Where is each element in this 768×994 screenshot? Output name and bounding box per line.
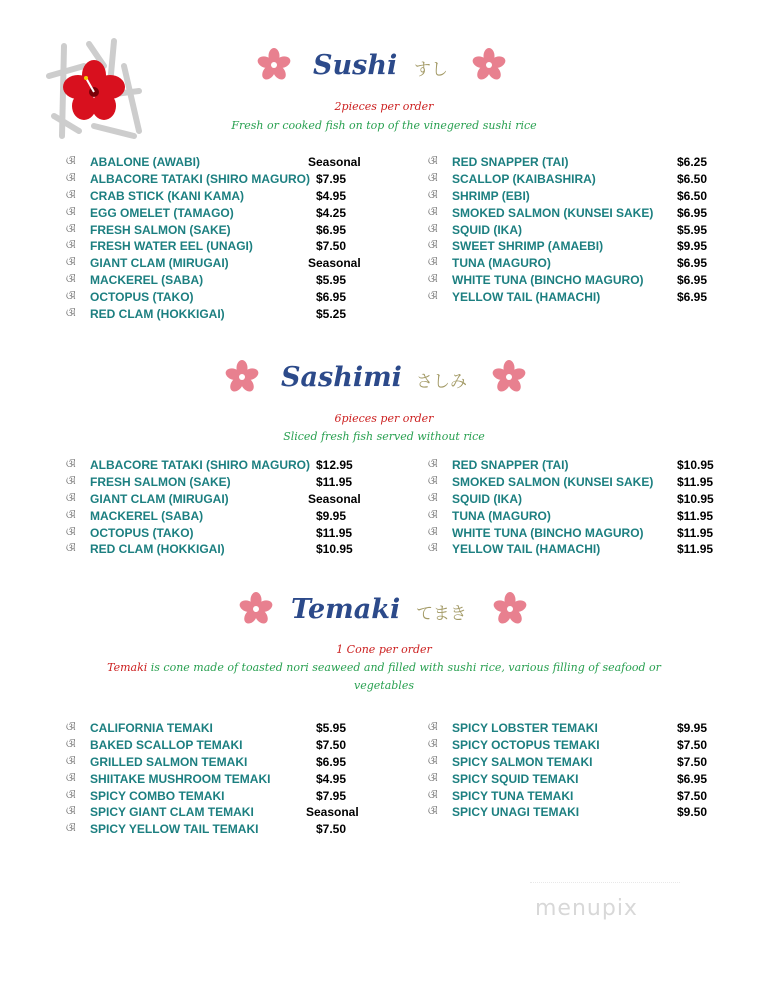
cherry-blossom-icon	[239, 592, 273, 626]
cherry-blossom-icon	[492, 360, 526, 394]
bullet-icon: ଔ	[428, 509, 438, 521]
bullet-icon: ଔ	[428, 806, 438, 818]
item-name: OCTOPUS (TAKO)	[90, 290, 194, 305]
menu-item	[66, 771, 366, 788]
item-price: $5.95	[316, 721, 347, 735]
menu-item	[428, 205, 718, 222]
item-name: SMOKED SALMON (KUNSEI SAKE)	[452, 474, 654, 489]
temaki-header	[0, 592, 768, 632]
bullet-icon: ଔ	[66, 291, 76, 303]
menu-item	[66, 188, 366, 205]
item-price: $6.95	[677, 205, 708, 220]
temaki-per-order: 1 Cone per order	[336, 643, 432, 656]
bullet-icon: ଔ	[428, 459, 438, 470]
bullet-icon: ଔ	[66, 772, 76, 784]
menu-item	[66, 754, 366, 771]
item-name: OCTOPUS (TAKO)	[90, 525, 194, 540]
sashimi-per-order: 6pieces per order	[334, 412, 434, 425]
bullet-icon: ଔ	[428, 291, 438, 303]
menu-item	[428, 289, 718, 306]
item-price: $11.95	[677, 474, 714, 489]
sashimi-description: Sliced fresh fish served without rice	[283, 430, 485, 443]
item-price: $6.95	[316, 754, 347, 769]
item-price: $6.25	[677, 155, 708, 169]
menu-item	[66, 205, 366, 222]
menu-item	[428, 720, 718, 737]
bullet-icon: ଔ	[66, 274, 76, 286]
bullet-icon: ଔ	[428, 755, 438, 767]
bullet-icon: ଔ	[428, 274, 438, 286]
item-price: $6.95	[316, 290, 347, 305]
item-price: $4.95	[316, 188, 347, 203]
item-name: RED CLAM (HOKKIGAI)	[90, 542, 225, 557]
temaki-list-left	[66, 720, 366, 838]
bullet-icon: ଔ	[66, 755, 76, 767]
item-price: $10.95	[316, 542, 353, 557]
sushi-kana: すし	[414, 60, 448, 80]
item-price: $7.50	[677, 788, 708, 803]
menu-item	[428, 737, 718, 754]
item-name: RED SNAPPER (TAI)	[452, 458, 569, 472]
item-price: $9.50	[677, 805, 708, 820]
bullet-icon: ଔ	[428, 772, 438, 784]
temaki-kana: てまき	[416, 604, 467, 624]
bullet-icon: ଔ	[66, 475, 76, 487]
sushi-header	[0, 48, 768, 88]
menu-item	[428, 255, 718, 272]
menu-item	[66, 457, 366, 474]
item-name: BAKED SCALLOP TEMAKI	[90, 737, 243, 752]
menu-item	[66, 788, 366, 805]
item-price: $9.95	[316, 508, 347, 523]
bullet-icon: ଔ	[428, 475, 438, 487]
item-price: $9.95	[677, 239, 708, 254]
bullet-icon: ଔ	[66, 526, 76, 538]
sushi-list-left	[66, 154, 366, 323]
sashimi-header	[0, 360, 768, 400]
item-price: $5.95	[316, 273, 347, 288]
item-price: Seasonal	[308, 155, 361, 169]
menu-item	[66, 255, 366, 272]
item-name: FRESH SALMON (SAKE)	[90, 474, 231, 489]
item-price: $11.95	[316, 474, 353, 489]
item-price: $7.50	[677, 754, 708, 769]
item-name: SWEET SHRIMP (AMAEBI)	[452, 239, 604, 254]
bullet-icon: ଔ	[428, 156, 438, 167]
bullet-icon: ଔ	[66, 156, 76, 167]
item-name: SHRIMP (EBI)	[452, 188, 530, 203]
item-price: $6.95	[677, 771, 708, 786]
item-price: $9.95	[677, 721, 708, 735]
menu-item	[66, 491, 366, 508]
temaki-description: Temaki is cone made of toasted nori seaweed and filled with sushi rice, various filling of seafood or	[107, 661, 661, 674]
item-name: TUNA (MAGURO)	[452, 256, 551, 271]
sushi-title: Sushi	[313, 50, 398, 81]
item-name: MACKEREL (SABA)	[90, 273, 204, 288]
item-price: $12.95	[316, 458, 353, 472]
bullet-icon: ଔ	[428, 738, 438, 750]
bullet-icon: ଔ	[66, 806, 76, 818]
item-price: $6.50	[677, 188, 708, 203]
item-price: $7.50	[316, 737, 347, 752]
item-name: SPICY GIANT CLAM TEMAKI	[90, 805, 254, 820]
menu-item	[66, 804, 366, 821]
item-price: $11.95	[677, 508, 714, 523]
menu-item	[428, 525, 718, 542]
bullet-icon: ଔ	[66, 459, 76, 470]
menu-item	[428, 491, 718, 508]
menu-item	[66, 154, 366, 171]
cherry-blossom-icon	[257, 48, 291, 82]
watermark-dots	[530, 882, 680, 891]
bullet-icon: ଔ	[66, 722, 76, 733]
item-name: SPICY COMBO TEMAKI	[90, 788, 225, 803]
item-name: SCALLOP (KAIBASHIRA)	[452, 171, 596, 186]
bullet-icon: ଔ	[428, 789, 438, 801]
bullet-icon: ଔ	[66, 823, 76, 835]
bullet-icon: ଔ	[428, 492, 438, 504]
item-price: Seasonal	[306, 805, 359, 820]
item-name: ALBACORE TATAKI (SHIRO MAGURO)	[90, 458, 310, 472]
item-name: SQUID (IKA)	[452, 491, 522, 506]
menu-item	[66, 238, 366, 255]
item-name: SPICY SALMON TEMAKI	[452, 754, 593, 769]
bullet-icon: ଔ	[66, 206, 76, 218]
bullet-icon: ଔ	[428, 189, 438, 201]
item-name: ALBACORE TATAKI (SHIRO MAGURO)	[90, 171, 310, 186]
sushi-list-right	[428, 154, 718, 306]
item-price: $6.95	[677, 290, 708, 305]
watermark: menupix	[535, 896, 638, 921]
item-name: SPICY TUNA TEMAKI	[452, 788, 574, 803]
menu-item	[66, 737, 366, 754]
bullet-icon: ଔ	[428, 543, 438, 555]
menu-item	[428, 188, 718, 205]
item-price: $11.95	[677, 525, 714, 540]
bullet-icon: ଔ	[428, 172, 438, 184]
item-price: $4.25	[316, 205, 347, 220]
item-price: $7.95	[316, 171, 347, 186]
bullet-icon: ଔ	[66, 189, 76, 201]
temaki-description-highlight: Temaki	[107, 661, 148, 674]
menu-item	[428, 788, 718, 805]
sashimi-title: Sashimi	[281, 362, 402, 393]
menu-item	[428, 804, 718, 821]
item-name: CRAB STICK (KANI KAMA)	[90, 188, 244, 203]
bullet-icon: ଔ	[66, 789, 76, 801]
cherry-blossom-icon	[225, 360, 259, 394]
bullet-icon: ଔ	[66, 509, 76, 521]
menu-item	[66, 306, 366, 323]
item-name: ABALONE (AWABI)	[90, 155, 200, 169]
item-name: FRESH WATER EEL (UNAGI)	[90, 239, 253, 254]
bullet-icon: ଔ	[66, 492, 76, 504]
cherry-blossom-icon	[493, 592, 527, 626]
menu-item	[66, 821, 366, 838]
menu-item	[66, 171, 366, 188]
menu-item	[66, 720, 366, 737]
temaki-description-line2: vegetables	[354, 679, 414, 692]
item-name: GIANT CLAM (MIRUGAI)	[90, 256, 229, 271]
item-price: $6.95	[677, 273, 708, 288]
bullet-icon: ଔ	[428, 206, 438, 218]
item-price: $5.95	[677, 222, 708, 237]
item-name: FRESH SALMON (SAKE)	[90, 222, 231, 237]
item-name: EGG OMELET (TAMAGO)	[90, 205, 234, 220]
menu-item	[428, 508, 718, 525]
temaki-title: Temaki	[291, 594, 401, 625]
menu-item	[428, 771, 718, 788]
item-name: SPICY UNAGI TEMAKI	[452, 805, 580, 820]
item-price: $7.95	[316, 788, 347, 803]
item-price: Seasonal	[308, 491, 361, 506]
menu-item	[66, 474, 366, 491]
menu-item	[428, 238, 718, 255]
item-price: $5.25	[316, 307, 347, 322]
item-name: YELLOW TAIL (HAMACHI)	[452, 290, 601, 305]
sushi-per-order: 2pieces per order	[334, 100, 434, 113]
item-name: MACKEREL (SABA)	[90, 508, 204, 523]
item-name: SMOKED SALMON (KUNSEI SAKE)	[452, 205, 654, 220]
menu-item	[428, 222, 718, 239]
bullet-icon: ଔ	[428, 257, 438, 269]
menu-item	[66, 525, 366, 542]
item-name: TUNA (MAGURO)	[452, 508, 551, 523]
item-price: $6.95	[316, 222, 347, 237]
sushi-description: Fresh or cooked fish on top of the vinegered sushi rice	[231, 119, 537, 132]
item-price: $10.95	[677, 491, 714, 506]
item-name: SPICY YELLOW TAIL TEMAKI	[90, 822, 259, 837]
item-price: $7.50	[316, 239, 347, 254]
bullet-icon: ଔ	[428, 526, 438, 538]
menu-item	[66, 508, 366, 525]
menu-item	[66, 289, 366, 306]
menu-item	[428, 754, 718, 771]
menu-item	[428, 474, 718, 491]
item-name: SPICY SQUID TEMAKI	[452, 771, 579, 786]
item-price: $11.95	[677, 542, 714, 557]
item-name: WHITE TUNA (BINCHO MAGURO)	[452, 273, 644, 288]
sashimi-kana: さしみ	[416, 372, 467, 392]
item-price: $6.50	[677, 171, 708, 186]
bullet-icon: ଔ	[66, 257, 76, 269]
bullet-icon: ଔ	[66, 308, 76, 320]
menu-item	[66, 541, 366, 558]
item-name: WHITE TUNA (BINCHO MAGURO)	[452, 525, 644, 540]
item-price: $7.50	[677, 737, 708, 752]
item-price: $6.95	[677, 256, 708, 271]
item-name: GRILLED SALMON TEMAKI	[90, 754, 248, 769]
item-price: $11.95	[316, 525, 353, 540]
item-name: SPICY OCTOPUS TEMAKI	[452, 737, 600, 752]
menu-item	[66, 222, 366, 239]
menu-item	[66, 272, 366, 289]
item-price: Seasonal	[308, 256, 361, 271]
item-name: CALIFORNIA TEMAKI	[90, 721, 213, 735]
bullet-icon: ଔ	[428, 722, 438, 733]
bullet-icon: ଔ	[66, 738, 76, 750]
menu-item	[428, 457, 718, 474]
bullet-icon: ଔ	[66, 543, 76, 555]
item-name: GIANT CLAM (MIRUGAI)	[90, 491, 229, 506]
item-name: RED SNAPPER (TAI)	[452, 155, 569, 169]
bullet-icon: ଔ	[66, 240, 76, 252]
bullet-icon: ଔ	[66, 223, 76, 235]
temaki-list-right	[428, 720, 718, 821]
item-name: SPICY LOBSTER TEMAKI	[452, 721, 598, 735]
cherry-blossom-icon	[472, 48, 506, 82]
item-name: YELLOW TAIL (HAMACHI)	[452, 542, 601, 557]
menu-item	[428, 171, 718, 188]
sashimi-list-right	[428, 457, 718, 558]
item-price: $7.50	[316, 822, 347, 837]
sashimi-list-left	[66, 457, 366, 558]
menu-item	[428, 272, 718, 289]
bullet-icon: ଔ	[428, 240, 438, 252]
bullet-icon: ଔ	[428, 223, 438, 235]
item-name: SHIITAKE MUSHROOM TEMAKI	[90, 771, 271, 786]
bullet-icon: ଔ	[66, 172, 76, 184]
item-price: $4.95	[316, 771, 347, 786]
item-name: RED CLAM (HOKKIGAI)	[90, 307, 225, 322]
menu-item	[428, 541, 718, 558]
item-name: SQUID (IKA)	[452, 222, 522, 237]
menu-item	[428, 154, 718, 171]
item-price: $10.95	[677, 458, 714, 472]
